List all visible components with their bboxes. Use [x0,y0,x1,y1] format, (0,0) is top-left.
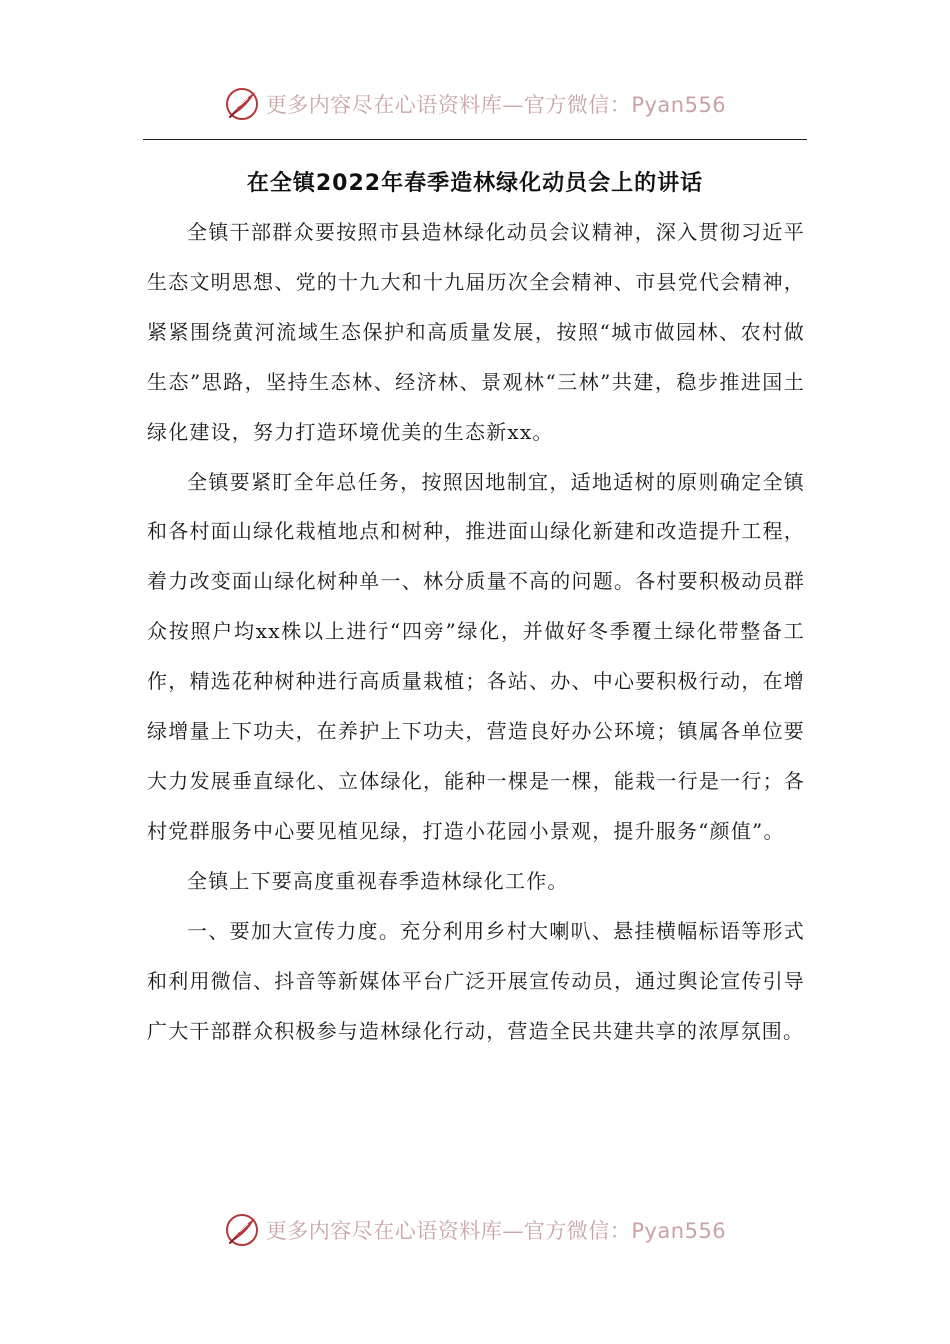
header-watermark-text [266,89,726,119]
footer-watermark-wx-label: 官方微信： [523,1219,632,1243]
quill-logo-icon [224,1212,260,1248]
footer-watermark-text [266,1215,726,1245]
paragraph-1: 全镇干部群众要按照市县造林绿化动员会议精神，深入贯彻习近平生态文明思想、党的十九大和十九届历次全会精神、市县党代会精神，紧紧围绕黄河流域生态保护和高质量发展，按照“城市做园林、农村做生态”思路，坚持生态林、经济林、景观林“三林”共建，稳步推进国土绿化建设，努力打造环境优美的生态新xx。 [147,220,805,444]
header-watermark-dash: — [502,93,524,117]
quill-logo-icon [224,86,260,122]
header-watermark-wx-label: 官方微信： [523,93,632,117]
footer-watermark-dash: — [502,1219,524,1243]
footer-watermark-wx-id: Pyan556 [631,1219,727,1243]
paragraph-3: 全镇上下要高度重视春季造林绿化工作。 [187,868,569,893]
document-body [147,208,805,1056]
document-title: 在全镇2022年春季造林绿化动员会上的讲话 [246,171,704,196]
header-watermark-main: 更多内容尽在心语资料库 [265,93,503,117]
header-watermark-wx-id: Pyan556 [631,93,727,117]
footer-watermark-main: 更多内容尽在心语资料库 [265,1219,503,1243]
footer-watermark-banner [0,1208,950,1252]
paragraph-4: 一、要加大宣传力度。充分利用乡村大喇叭、悬挂横幅标语等形式和利用微信、抖音等新媒体平台广泛开展宣传动员，通过舆论宣传引导广大干部群众积极参与造林绿化行动，营造全民共建共享的浓厚氛围。 [147,918,805,1043]
paragraph-2: 全镇要紧盯全年总任务，按照因地制宜，适地适树的原则确定全镇和各村面山绿化栽植地点和树种，推进面山绿化新建和改造提升工程，着力改变面山绿化树种单一、林分质量不高的问题。各村要积极动员群众按照户均xx株以上进行“四旁”绿化，并做好冬季覆土绿化带整备工作，精选花种树种进行高质量栽植；各站、办、中心要积极行动，在增绿增量上下功夫，在养护上下功夫，营造良好办公环境；镇属各单位要大力发展垂直绿化、立体绿化，能种一棵是一棵，能栽一行是一行；各村党群服务中心要见植见绿，打造小花园小景观，提升服务“颜值”。 [147,469,805,843]
header-divider [143,139,807,140]
header-watermark-banner [0,82,950,126]
